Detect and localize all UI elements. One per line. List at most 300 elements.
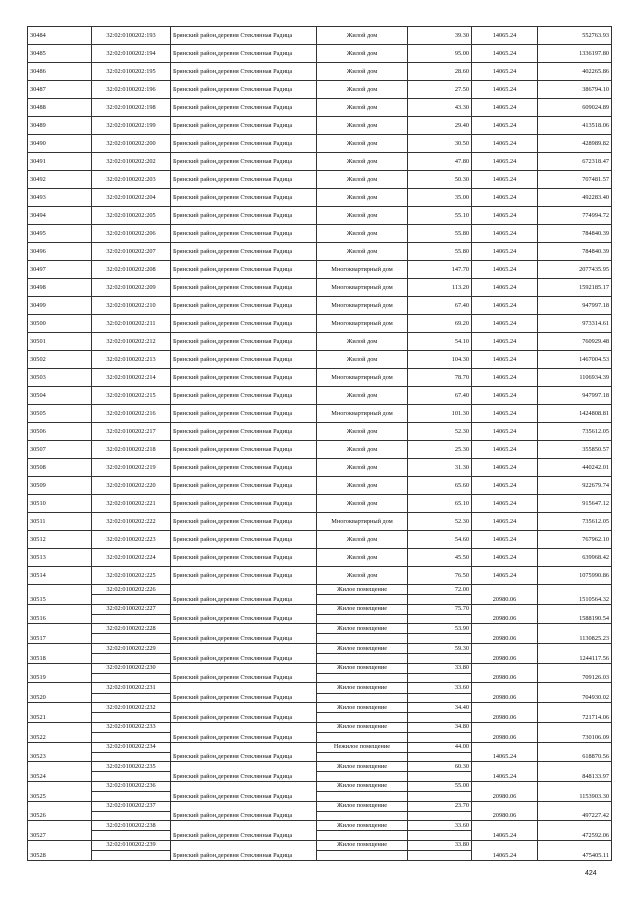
address-cell: Брянский район,деревня Стеклянная Радица <box>171 549 317 567</box>
address-cell: Брянский район,деревня Стеклянная Радица <box>171 585 317 605</box>
specific-value-cell: 14065.24 <box>472 45 538 63</box>
specific-value-cell: 14065.24 <box>472 171 538 189</box>
cadastral-value-cell: 609024.89 <box>538 99 612 117</box>
specific-value-cell: 14065.24 <box>472 549 538 567</box>
object-type-cell: Многоквартирный дом <box>317 369 408 387</box>
cadastral-number-cell: 32:02:0100202:226 <box>92 585 171 595</box>
row-number-cell: 30510 <box>28 495 92 513</box>
table-row <box>28 189 612 207</box>
object-type-cell: Жилое помещение <box>317 821 408 831</box>
area-cell: 59.30 <box>408 644 472 654</box>
object-type-cell: Жилой дом <box>317 243 408 261</box>
address-cell: Брянский район,деревня Стеклянная Радица <box>171 567 317 585</box>
table-row <box>28 405 612 423</box>
object-type-cell: Жилой дом <box>317 423 408 441</box>
row-number-cell: 30495 <box>28 225 92 243</box>
cadastral-value-cell: 774994.72 <box>538 207 612 225</box>
row-number-cell: 30523 <box>28 742 92 762</box>
object-type-cell: Жилой дом <box>317 27 408 45</box>
cadastral-value-cell: 947997.18 <box>538 387 612 405</box>
area-cell: 55.80 <box>408 243 472 261</box>
address-cell: Брянский район,деревня Стеклянная Радица <box>171 423 317 441</box>
area-cell: 30.50 <box>408 135 472 153</box>
address-cell: Брянский район,деревня Стеклянная Радица <box>171 781 317 801</box>
area-cell: 33.80 <box>408 840 472 850</box>
row-number-cell: 30486 <box>28 63 92 81</box>
cadastral-number-cell: 32:02:0100202:221 <box>92 495 171 513</box>
specific-value-cell: 14065.24 <box>472 261 538 279</box>
row-number-cell: 30526 <box>28 801 92 821</box>
object-type-cell-blank <box>317 851 408 861</box>
cadastral-number-cell: 32:02:0100202:196 <box>92 81 171 99</box>
row-number-cell: 30488 <box>28 99 92 117</box>
cadastral-value-cell: 413518.06 <box>538 117 612 135</box>
address-cell: Брянский район,деревня Стеклянная Радица <box>171 624 317 644</box>
object-type-cell: Жилой дом <box>317 549 408 567</box>
address-cell: Брянский район,деревня Стеклянная Радица <box>171 279 317 297</box>
cadastral-number-cell: 32:02:0100202:204 <box>92 189 171 207</box>
cadastral-value-cell: 848133.97 <box>538 762 612 782</box>
table-row <box>28 549 612 567</box>
row-number-cell: 30505 <box>28 405 92 423</box>
specific-value-cell: 14065.24 <box>472 243 538 261</box>
cadastral-number-cell-blank <box>92 851 171 861</box>
cadastral-number-cell: 32:02:0100202:198 <box>92 99 171 117</box>
cadastral-number-cell: 32:02:0100202:194 <box>92 45 171 63</box>
object-type-cell: Жилой дом <box>317 117 408 135</box>
object-type-cell: Жилое помещение <box>317 703 408 713</box>
cadastral-value-cell: 672318.47 <box>538 153 612 171</box>
area-cell-blank <box>408 595 472 605</box>
cadastral-value-cell: 784840.39 <box>538 243 612 261</box>
area-cell-blank <box>408 614 472 624</box>
cadastral-value-cell: 973314.61 <box>538 315 612 333</box>
area-cell: 33.60 <box>408 821 472 831</box>
table-row <box>28 117 612 135</box>
cadastral-number-cell: 32:02:0100202:208 <box>92 261 171 279</box>
cadastral-number-cell: 32:02:0100202:225 <box>92 567 171 585</box>
cadastral-number-cell: 32:02:0100202:224 <box>92 549 171 567</box>
specific-value-cell: 14065.24 <box>472 27 538 45</box>
area-cell: 33.60 <box>408 683 472 693</box>
object-type-cell: Жилой дом <box>317 135 408 153</box>
area-cell: 75.70 <box>408 604 472 614</box>
table-row <box>28 207 612 225</box>
object-type-cell: Жилое помещение <box>317 604 408 614</box>
table-row <box>28 153 612 171</box>
cadastral-number-cell: 32:02:0100202:235 <box>92 762 171 772</box>
address-cell: Брянский район,деревня Стеклянная Радица <box>171 45 317 63</box>
object-type-cell-blank <box>317 693 408 703</box>
row-number-cell: 30484 <box>28 27 92 45</box>
object-type-cell-blank <box>317 811 408 821</box>
row-number-cell: 30506 <box>28 423 92 441</box>
cadastral-number-cell-blank <box>92 811 171 821</box>
cadastral-number-cell: 32:02:0100202:205 <box>92 207 171 225</box>
area-cell: 35.00 <box>408 189 472 207</box>
row-number-cell: 30493 <box>28 189 92 207</box>
cadastral-value-cell: 472592.06 <box>538 821 612 841</box>
specific-value-cell: 14065.24 <box>472 135 538 153</box>
area-cell-blank <box>408 713 472 723</box>
cadastral-number-cell: 32:02:0100202:215 <box>92 387 171 405</box>
area-cell: 27.50 <box>408 81 472 99</box>
cadastral-number-cell-blank <box>92 772 171 782</box>
table-row <box>28 387 612 405</box>
object-type-cell: Жилое помещение <box>317 585 408 595</box>
cadastral-value-cell: 1075990.86 <box>538 567 612 585</box>
address-cell: Брянский район,деревня Стеклянная Радица <box>171 441 317 459</box>
address-cell: Брянский район,деревня Стеклянная Радица <box>171 333 317 351</box>
object-type-cell: Жилой дом <box>317 333 408 351</box>
cadastral-value-cell: 709126.03 <box>538 663 612 683</box>
address-cell: Брянский район,деревня Стеклянная Радица <box>171 135 317 153</box>
object-type-cell: Жилой дом <box>317 459 408 477</box>
table-row <box>28 423 612 441</box>
area-cell: 29.40 <box>408 117 472 135</box>
area-cell: 44.00 <box>408 742 472 752</box>
cadastral-value-cell: 721714.06 <box>538 703 612 723</box>
cadastral-number-cell: 32:02:0100202:237 <box>92 801 171 811</box>
area-cell: 69.20 <box>408 315 472 333</box>
table-row <box>28 297 612 315</box>
table-row <box>28 567 612 585</box>
cadastral-number-cell-blank <box>92 693 171 703</box>
area-cell-blank <box>408 811 472 821</box>
area-cell: 147.70 <box>408 261 472 279</box>
row-number-cell: 30503 <box>28 369 92 387</box>
specific-value-cell: 20980.06 <box>472 604 538 624</box>
object-type-cell-blank <box>317 614 408 624</box>
area-cell: 31.30 <box>408 459 472 477</box>
row-number-cell: 30492 <box>28 171 92 189</box>
cadastral-number-cell: 32:02:0100202:231 <box>92 683 171 693</box>
cadastral-value-cell: 639968.42 <box>538 549 612 567</box>
row-number-cell: 30502 <box>28 351 92 369</box>
cadastral-number-cell: 32:02:0100202:234 <box>92 742 171 752</box>
row-number-cell: 30499 <box>28 297 92 315</box>
row-number-cell: 30527 <box>28 821 92 841</box>
area-cell: 113.20 <box>408 279 472 297</box>
address-cell: Брянский район,деревня Стеклянная Радица <box>171 99 317 117</box>
row-number-cell: 30507 <box>28 441 92 459</box>
address-cell: Брянский район,деревня Стеклянная Радица <box>171 459 317 477</box>
address-cell: Брянский район,деревня Стеклянная Радица <box>171 703 317 723</box>
specific-value-cell: 14065.24 <box>472 405 538 423</box>
area-cell-blank <box>408 851 472 861</box>
table-row <box>28 135 612 153</box>
table-row <box>28 27 612 45</box>
table-row <box>28 459 612 477</box>
specific-value-cell: 20980.06 <box>472 683 538 703</box>
table-row <box>28 585 612 595</box>
cadastral-value-cell: 730106.09 <box>538 722 612 742</box>
address-cell: Брянский район,деревня Стеклянная Радица <box>171 762 317 782</box>
cadastral-number-cell: 32:02:0100202:209 <box>92 279 171 297</box>
address-cell: Брянский район,деревня Стеклянная Радица <box>171 261 317 279</box>
specific-value-cell: 14065.24 <box>472 297 538 315</box>
object-type-cell: Жилой дом <box>317 531 408 549</box>
specific-value-cell: 14065.24 <box>472 840 538 860</box>
row-number-cell: 30524 <box>28 762 92 782</box>
row-number-cell: 30528 <box>28 840 92 860</box>
row-number-cell: 30504 <box>28 387 92 405</box>
cadastral-number-cell: 32:02:0100202:195 <box>92 63 171 81</box>
page-number: 424 <box>585 870 597 877</box>
area-cell: 23.70 <box>408 801 472 811</box>
table-row <box>28 81 612 99</box>
object-type-cell: Жилое помещение <box>317 840 408 850</box>
specific-value-cell: 20980.06 <box>472 624 538 644</box>
address-cell: Брянский район,деревня Стеклянная Радица <box>171 63 317 81</box>
object-type-cell-blank <box>317 772 408 782</box>
cadastral-number-cell: 32:02:0100202:211 <box>92 315 171 333</box>
specific-value-cell: 14065.24 <box>472 369 538 387</box>
cadastral-number-cell-blank <box>92 732 171 742</box>
specific-value-cell: 14065.24 <box>472 495 538 513</box>
area-cell: 34.80 <box>408 722 472 732</box>
area-cell-blank <box>408 654 472 664</box>
cadastral-number-cell: 32:02:0100202:200 <box>92 135 171 153</box>
object-type-cell: Жилой дом <box>317 351 408 369</box>
row-number-cell: 30517 <box>28 624 92 644</box>
area-cell: 47.80 <box>408 153 472 171</box>
object-type-cell: Жилой дом <box>317 171 408 189</box>
area-cell: 55.00 <box>408 781 472 791</box>
object-type-cell: Жилое помещение <box>317 624 408 634</box>
area-cell: 25.30 <box>408 441 472 459</box>
address-cell: Брянский район,деревня Стеклянная Радица <box>171 243 317 261</box>
cadastral-number-cell: 32:02:0100202:219 <box>92 459 171 477</box>
specific-value-cell: 20980.06 <box>472 663 538 683</box>
area-cell: 43.30 <box>408 99 472 117</box>
cadastral-value-cell: 947997.18 <box>538 297 612 315</box>
cadastral-value-cell: 1244117.56 <box>538 644 612 664</box>
row-number-cell: 30512 <box>28 531 92 549</box>
cadastral-number-cell: 32:02:0100202:210 <box>92 297 171 315</box>
specific-value-cell: 14065.24 <box>472 315 538 333</box>
cadastral-value-table <box>27 26 612 861</box>
address-cell: Брянский район,деревня Стеклянная Радица <box>171 840 317 860</box>
area-cell-blank <box>408 752 472 762</box>
cadastral-value-cell: 1588190.54 <box>538 604 612 624</box>
specific-value-cell: 14065.24 <box>472 567 538 585</box>
object-type-cell-blank <box>317 831 408 841</box>
object-type-cell: Жилой дом <box>317 567 408 585</box>
cadastral-value-cell: 440242.01 <box>538 459 612 477</box>
cadastral-value-cell: 355850.57 <box>538 441 612 459</box>
address-cell: Брянский район,деревня Стеклянная Радица <box>171 405 317 423</box>
address-cell: Брянский район,деревня Стеклянная Радица <box>171 742 317 762</box>
area-cell: 53.90 <box>408 624 472 634</box>
object-type-cell-blank <box>317 752 408 762</box>
object-type-cell: Жилое помещение <box>317 722 408 732</box>
cadastral-number-cell-blank <box>92 713 171 723</box>
object-type-cell: Многоквартирный дом <box>317 279 408 297</box>
cadastral-number-cell-blank <box>92 614 171 624</box>
object-type-cell-blank <box>317 634 408 644</box>
row-number-cell: 30518 <box>28 644 92 664</box>
row-number-cell: 30494 <box>28 207 92 225</box>
row-number-cell: 30521 <box>28 703 92 723</box>
table-row <box>28 279 612 297</box>
cadastral-number-cell: 32:02:0100202:222 <box>92 513 171 531</box>
specific-value-cell: 14065.24 <box>472 459 538 477</box>
cadastral-number-cell: 32:02:0100202:206 <box>92 225 171 243</box>
area-cell: 104.30 <box>408 351 472 369</box>
specific-value-cell: 14065.24 <box>472 387 538 405</box>
specific-value-cell: 14065.24 <box>472 351 538 369</box>
row-number-cell: 30490 <box>28 135 92 153</box>
cadastral-value-cell: 915647.12 <box>538 495 612 513</box>
cadastral-number-cell: 32:02:0100202:212 <box>92 333 171 351</box>
cadastral-value-cell: 475405.11 <box>538 840 612 860</box>
cadastral-value-cell: 1510564.32 <box>538 585 612 605</box>
table-body <box>28 27 612 861</box>
address-cell: Брянский район,деревня Стеклянная Радица <box>171 387 317 405</box>
cadastral-value-cell: 1153903.30 <box>538 781 612 801</box>
specific-value-cell: 14065.24 <box>472 117 538 135</box>
area-cell-blank <box>408 831 472 841</box>
cadastral-number-cell: 32:02:0100202:207 <box>92 243 171 261</box>
area-cell-blank <box>408 634 472 644</box>
row-number-cell: 30519 <box>28 663 92 683</box>
address-cell: Брянский район,деревня Стеклянная Радица <box>171 644 317 664</box>
cadastral-value-cell: 1130825.23 <box>538 624 612 644</box>
cadastral-value-cell: 497227.42 <box>538 801 612 821</box>
row-number-cell: 30497 <box>28 261 92 279</box>
object-type-cell: Жилой дом <box>317 81 408 99</box>
area-cell: 33.80 <box>408 663 472 673</box>
object-type-cell: Жилой дом <box>317 189 408 207</box>
area-cell: 45.50 <box>408 549 472 567</box>
cadastral-value-cell: 618870.56 <box>538 742 612 762</box>
object-type-cell-blank <box>317 732 408 742</box>
table-row <box>28 495 612 513</box>
address-cell: Брянский район,деревня Стеклянная Радица <box>171 683 317 703</box>
address-cell: Брянский район,деревня Стеклянная Радица <box>171 477 317 495</box>
cadastral-number-cell: 32:02:0100202:214 <box>92 369 171 387</box>
address-cell: Брянский район,деревня Стеклянная Радица <box>171 153 317 171</box>
area-cell: 76.50 <box>408 567 472 585</box>
row-number-cell: 30485 <box>28 45 92 63</box>
address-cell: Брянский район,деревня Стеклянная Радица <box>171 225 317 243</box>
object-type-cell: Жилой дом <box>317 441 408 459</box>
address-cell: Брянский район,деревня Стеклянная Радица <box>171 207 317 225</box>
object-type-cell: Жилой дом <box>317 477 408 495</box>
cadastral-number-cell: 32:02:0100202:220 <box>92 477 171 495</box>
table-row <box>28 663 612 673</box>
cadastral-number-cell: 32:02:0100202:238 <box>92 821 171 831</box>
area-cell: 67.40 <box>408 387 472 405</box>
row-number-cell: 30508 <box>28 459 92 477</box>
table-row <box>28 99 612 117</box>
cadastral-value-cell: 492283.40 <box>538 189 612 207</box>
cadastral-number-cell-blank <box>92 831 171 841</box>
specific-value-cell: 14065.24 <box>472 207 538 225</box>
object-type-cell: Многоквартирный дом <box>317 405 408 423</box>
specific-value-cell: 14065.24 <box>472 441 538 459</box>
table-row <box>28 683 612 693</box>
table-row <box>28 333 612 351</box>
cadastral-value-cell: 1106934.39 <box>538 369 612 387</box>
cadastral-number-cell-blank <box>92 791 171 801</box>
address-cell: Брянский район,деревня Стеклянная Радица <box>171 171 317 189</box>
row-number-cell: 30496 <box>28 243 92 261</box>
cadastral-number-cell-blank <box>92 634 171 644</box>
area-cell: 52.30 <box>408 513 472 531</box>
object-type-cell: Многоквартирный дом <box>317 261 408 279</box>
area-cell: 101.30 <box>408 405 472 423</box>
cadastral-number-cell-blank <box>92 595 171 605</box>
cadastral-number-cell: 32:02:0100202:232 <box>92 703 171 713</box>
object-type-cell: Жилой дом <box>317 495 408 513</box>
address-cell: Брянский район,деревня Стеклянная Радица <box>171 513 317 531</box>
row-number-cell: 30511 <box>28 513 92 531</box>
area-cell-blank <box>408 732 472 742</box>
object-type-cell: Жилое помещение <box>317 683 408 693</box>
area-cell: 55.10 <box>408 207 472 225</box>
area-cell: 60.30 <box>408 762 472 772</box>
table-row <box>28 351 612 369</box>
area-cell: 65.60 <box>408 477 472 495</box>
address-cell: Брянский район,деревня Стеклянная Радица <box>171 189 317 207</box>
row-number-cell: 30515 <box>28 585 92 605</box>
table-row <box>28 762 612 772</box>
specific-value-cell: 14065.24 <box>472 333 538 351</box>
address-cell: Брянский район,деревня Стеклянная Радица <box>171 369 317 387</box>
area-cell: 39.30 <box>408 27 472 45</box>
area-cell: 54.10 <box>408 333 472 351</box>
specific-value-cell: 14065.24 <box>472 762 538 782</box>
object-type-cell-blank <box>317 673 408 683</box>
specific-value-cell: 20980.06 <box>472 703 538 723</box>
table-row <box>28 821 612 831</box>
specific-value-cell: 14065.24 <box>472 63 538 81</box>
area-cell: 28.60 <box>408 63 472 81</box>
area-cell: 34.40 <box>408 703 472 713</box>
address-cell: Брянский район,деревня Стеклянная Радица <box>171 81 317 99</box>
specific-value-cell: 14065.24 <box>472 531 538 549</box>
object-type-cell: Жилой дом <box>317 207 408 225</box>
area-cell-blank <box>408 772 472 782</box>
cadastral-number-cell: 32:02:0100202:230 <box>92 663 171 673</box>
specific-value-cell: 20980.06 <box>472 644 538 664</box>
table-row <box>28 624 612 634</box>
cadastral-number-cell: 32:02:0100202:218 <box>92 441 171 459</box>
object-type-cell-blank <box>317 595 408 605</box>
address-cell: Брянский район,деревня Стеклянная Радица <box>171 722 317 742</box>
cadastral-number-cell: 32:02:0100202:217 <box>92 423 171 441</box>
cadastral-value-cell: 922679.74 <box>538 477 612 495</box>
cadastral-number-cell: 32:02:0100202:229 <box>92 644 171 654</box>
table-row <box>28 703 612 713</box>
cadastral-number-cell: 32:02:0100202:239 <box>92 840 171 850</box>
cadastral-value-cell: 1424808.81 <box>538 405 612 423</box>
cadastral-number-cell: 32:02:0100202:233 <box>92 722 171 732</box>
row-number-cell: 30501 <box>28 333 92 351</box>
cadastral-value-cell: 402265.86 <box>538 63 612 81</box>
cadastral-number-cell: 32:02:0100202:202 <box>92 153 171 171</box>
specific-value-cell: 20980.06 <box>472 801 538 821</box>
area-cell-blank <box>408 791 472 801</box>
row-number-cell: 30498 <box>28 279 92 297</box>
table-row <box>28 513 612 531</box>
table-row <box>28 315 612 333</box>
row-number-cell: 30500 <box>28 315 92 333</box>
table-row <box>28 722 612 732</box>
area-cell: 78.70 <box>408 369 472 387</box>
